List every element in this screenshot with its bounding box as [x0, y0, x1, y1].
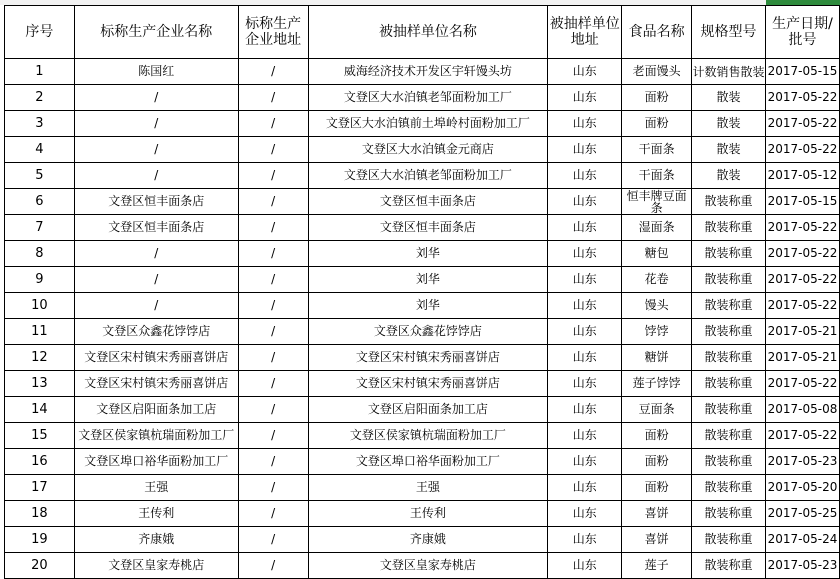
- table-row: [5, 475, 840, 501]
- cell-col-food-name[interactable]: 恒丰牌豆面条: [622, 189, 692, 215]
- table-row: [5, 163, 840, 189]
- cell-col-spec[interactable]: 散装称重: [692, 345, 766, 371]
- header-col-index[interactable]: 序号: [5, 6, 75, 59]
- table-row: [5, 137, 840, 163]
- table-row: [5, 449, 840, 475]
- cell-col-date-batch[interactable]: 2017-05-22: [765, 241, 839, 267]
- cell-col-sampled-unit-name[interactable]: 文登区恒丰面条店: [308, 189, 548, 215]
- cell-col-date-batch[interactable]: 2017-05-21: [765, 345, 839, 371]
- cell-col-sampled-unit-address[interactable]: 山东: [548, 371, 622, 397]
- table-row: [5, 501, 840, 527]
- cell-col-index[interactable]: 10: [5, 293, 75, 319]
- cell-col-sampled-unit-address[interactable]: 山东: [548, 163, 622, 189]
- cell-col-producer-name[interactable]: 文登区启阳面条加工店: [74, 397, 238, 423]
- cell-col-sampled-unit-address[interactable]: 山东: [548, 267, 622, 293]
- header-col-sampled-unit-address[interactable]: 被抽样单位地址: [548, 6, 622, 59]
- cell-col-producer-name[interactable]: /: [74, 111, 238, 137]
- cell-col-index[interactable]: 19: [5, 527, 75, 553]
- cell-col-index[interactable]: 1: [5, 59, 75, 85]
- cell-col-spec[interactable]: 散装称重: [692, 397, 766, 423]
- cell-col-index[interactable]: 18: [5, 501, 75, 527]
- cell-col-sampled-unit-name[interactable]: 刘华: [308, 267, 548, 293]
- cell-col-producer-address[interactable]: /: [238, 189, 308, 215]
- cell-col-sampled-unit-name[interactable]: 王强: [308, 475, 548, 501]
- cell-col-food-name[interactable]: 老面馒头: [622, 59, 692, 85]
- cell-col-index[interactable]: 8: [5, 241, 75, 267]
- cell-col-producer-name[interactable]: /: [74, 293, 238, 319]
- cell-col-sampled-unit-address[interactable]: 山东: [548, 345, 622, 371]
- cell-col-producer-name[interactable]: 王强: [74, 475, 238, 501]
- cell-col-producer-name[interactable]: 文登区恒丰面条店: [74, 215, 238, 241]
- cell-col-food-name[interactable]: 面粉: [622, 111, 692, 137]
- table-row: [5, 215, 840, 241]
- cell-col-date-batch[interactable]: 2017-05-22: [765, 85, 839, 111]
- cell-col-spec[interactable]: 散装称重: [692, 449, 766, 475]
- cell-col-producer-address[interactable]: /: [238, 553, 308, 579]
- cell-col-producer-address[interactable]: /: [238, 241, 308, 267]
- cell-col-index[interactable]: 9: [5, 267, 75, 293]
- cell-col-sampled-unit-address[interactable]: 山东: [548, 215, 622, 241]
- header-col-date-batch[interactable]: 生产日期/批号: [765, 6, 839, 59]
- cell-col-producer-name[interactable]: /: [74, 85, 238, 111]
- cell-col-spec[interactable]: 散装称重: [692, 267, 766, 293]
- cell-col-spec[interactable]: 散装称重: [692, 423, 766, 449]
- cell-col-sampled-unit-address[interactable]: 山东: [548, 501, 622, 527]
- cell-col-spec[interactable]: 散装称重: [692, 475, 766, 501]
- cell-col-sampled-unit-address[interactable]: 山东: [548, 85, 622, 111]
- cell-col-sampled-unit-address[interactable]: 山东: [548, 475, 622, 501]
- cell-col-producer-name[interactable]: /: [74, 137, 238, 163]
- cell-col-sampled-unit-name[interactable]: 文登区宋村镇宋秀丽喜饼店: [308, 345, 548, 371]
- cell-col-food-name[interactable]: 面粉: [622, 423, 692, 449]
- table-row: [5, 293, 840, 319]
- cell-col-sampled-unit-name[interactable]: 文登区侯家镇杭瑞面粉加工厂: [308, 423, 548, 449]
- cell-col-sampled-unit-name[interactable]: 文登区宋村镇宋秀丽喜饼店: [308, 371, 548, 397]
- cell-col-date-batch[interactable]: 2017-05-22: [765, 423, 839, 449]
- cell-col-spec[interactable]: 散装称重: [692, 189, 766, 215]
- cell-col-index[interactable]: 3: [5, 111, 75, 137]
- cell-col-producer-address[interactable]: /: [238, 85, 308, 111]
- cell-col-producer-address[interactable]: /: [238, 449, 308, 475]
- cell-col-producer-address[interactable]: /: [238, 215, 308, 241]
- cell-col-sampled-unit-address[interactable]: 山东: [548, 319, 622, 345]
- cell-col-producer-address[interactable]: /: [238, 267, 308, 293]
- table-row: [5, 319, 840, 345]
- cell-col-spec[interactable]: 散装称重: [692, 371, 766, 397]
- sampling-table: [4, 5, 840, 579]
- cell-col-producer-name[interactable]: /: [74, 241, 238, 267]
- cell-col-producer-address[interactable]: /: [238, 59, 308, 85]
- header-col-spec[interactable]: 规格型号: [692, 6, 766, 59]
- cell-col-food-name[interactable]: 湿面条: [622, 215, 692, 241]
- table-row: [5, 345, 840, 371]
- table-row: [5, 189, 840, 215]
- table-row: [5, 85, 840, 111]
- table-row: [5, 527, 840, 553]
- cell-col-producer-name[interactable]: 文登区宋村镇宋秀丽喜饼店: [74, 345, 238, 371]
- cell-col-date-batch[interactable]: 2017-05-25: [765, 501, 839, 527]
- cell-col-index[interactable]: 14: [5, 397, 75, 423]
- cell-col-index[interactable]: 11: [5, 319, 75, 345]
- cell-col-date-batch[interactable]: 2017-05-22: [765, 371, 839, 397]
- cell-col-sampled-unit-name[interactable]: 文登区启阳面条加工店: [308, 397, 548, 423]
- cell-col-sampled-unit-address[interactable]: 山东: [548, 449, 622, 475]
- cell-col-sampled-unit-name[interactable]: 文登区众鑫花饽饽店: [308, 319, 548, 345]
- cell-col-producer-name[interactable]: /: [74, 163, 238, 189]
- cell-col-spec[interactable]: 散装: [692, 137, 766, 163]
- cell-col-producer-name[interactable]: 文登区埠口裕华面粉加工厂: [74, 449, 238, 475]
- cell-col-producer-address[interactable]: /: [238, 111, 308, 137]
- cell-col-index[interactable]: 20: [5, 553, 75, 579]
- cell-col-producer-name[interactable]: /: [74, 267, 238, 293]
- cell-col-producer-address[interactable]: /: [238, 397, 308, 423]
- cell-col-food-name[interactable]: 干面条: [622, 137, 692, 163]
- cell-col-spec[interactable]: 散装称重: [692, 241, 766, 267]
- cell-col-sampled-unit-address[interactable]: 山东: [548, 527, 622, 553]
- cell-col-sampled-unit-name[interactable]: 刘华: [308, 293, 548, 319]
- cell-col-producer-address[interactable]: /: [238, 293, 308, 319]
- cell-col-index[interactable]: 7: [5, 215, 75, 241]
- cell-col-food-name[interactable]: 糖饼: [622, 345, 692, 371]
- cell-col-food-name[interactable]: 莲子: [622, 553, 692, 579]
- cell-col-date-batch[interactable]: 2017-05-22: [765, 293, 839, 319]
- cell-col-index[interactable]: 5: [5, 163, 75, 189]
- table-row: [5, 423, 840, 449]
- cell-col-producer-name[interactable]: 文登区众鑫花饽饽店: [74, 319, 238, 345]
- cell-col-index[interactable]: 15: [5, 423, 75, 449]
- table-row: [5, 241, 840, 267]
- cell-col-sampled-unit-name[interactable]: 文登区大水泊镇老邹面粉加工厂: [308, 85, 548, 111]
- cell-col-producer-name[interactable]: 王传利: [74, 501, 238, 527]
- cell-col-producer-name[interactable]: 文登区恒丰面条店: [74, 189, 238, 215]
- cell-col-producer-address[interactable]: /: [238, 319, 308, 345]
- cell-col-sampled-unit-address[interactable]: 山东: [548, 293, 622, 319]
- cell-col-sampled-unit-address[interactable]: 山东: [548, 59, 622, 85]
- cell-col-date-batch[interactable]: 2017-05-15: [765, 59, 839, 85]
- cell-col-spec[interactable]: 散装称重: [692, 527, 766, 553]
- cell-col-producer-address[interactable]: /: [238, 371, 308, 397]
- cell-col-sampled-unit-address[interactable]: 山东: [548, 423, 622, 449]
- cell-col-food-name[interactable]: 喜饼: [622, 527, 692, 553]
- table-row: [5, 397, 840, 423]
- cell-col-sampled-unit-name[interactable]: 文登区恒丰面条店: [308, 215, 548, 241]
- cell-col-sampled-unit-address[interactable]: 山东: [548, 241, 622, 267]
- cell-col-sampled-unit-name[interactable]: 文登区大水泊镇老邹面粉加工厂: [308, 163, 548, 189]
- cell-col-producer-name[interactable]: 文登区侯家镇杭瑞面粉加工厂: [74, 423, 238, 449]
- cell-col-sampled-unit-address[interactable]: 山东: [548, 189, 622, 215]
- cell-col-index[interactable]: 16: [5, 449, 75, 475]
- cell-col-sampled-unit-name[interactable]: 文登区皇家寿桃店: [308, 553, 548, 579]
- cell-col-food-name[interactable]: 喜饼: [622, 501, 692, 527]
- header-row: [5, 6, 840, 59]
- cell-col-sampled-unit-address[interactable]: 山东: [548, 137, 622, 163]
- cell-col-food-name[interactable]: 花卷: [622, 267, 692, 293]
- cell-col-spec[interactable]: 散装称重: [692, 553, 766, 579]
- cell-col-date-batch[interactable]: 2017-05-21: [765, 319, 839, 345]
- cell-col-food-name[interactable]: 干面条: [622, 163, 692, 189]
- cell-col-producer-address[interactable]: /: [238, 423, 308, 449]
- cell-col-spec[interactable]: 计数销售散装: [692, 59, 766, 85]
- cell-col-spec[interactable]: 散装称重: [692, 215, 766, 241]
- cell-col-food-name[interactable]: 莲子饽饽: [622, 371, 692, 397]
- cell-col-producer-address[interactable]: /: [238, 345, 308, 371]
- cell-col-sampled-unit-name[interactable]: 文登区埠口裕华面粉加工厂: [308, 449, 548, 475]
- table-row: [5, 59, 840, 85]
- cell-col-food-name[interactable]: 馒头: [622, 293, 692, 319]
- cell-col-producer-address[interactable]: /: [238, 163, 308, 189]
- table-row: [5, 553, 840, 579]
- cell-col-date-batch[interactable]: 2017-05-15: [765, 189, 839, 215]
- cell-col-date-batch[interactable]: 2017-05-23: [765, 553, 839, 579]
- cell-col-date-batch[interactable]: 2017-05-22: [765, 215, 839, 241]
- header-col-producer-name[interactable]: 标称生产企业名称: [74, 6, 238, 59]
- cell-col-food-name[interactable]: 面粉: [622, 475, 692, 501]
- table-row: [5, 267, 840, 293]
- cell-col-food-name[interactable]: 面粉: [622, 449, 692, 475]
- cell-col-producer-address[interactable]: /: [238, 475, 308, 501]
- cell-col-date-batch[interactable]: 2017-05-23: [765, 449, 839, 475]
- cell-col-date-batch[interactable]: 2017-05-24: [765, 527, 839, 553]
- table-row: [5, 371, 840, 397]
- cell-col-sampled-unit-name[interactable]: 齐康娥: [308, 527, 548, 553]
- cell-col-spec[interactable]: 散装: [692, 163, 766, 189]
- cell-col-index[interactable]: 17: [5, 475, 75, 501]
- cell-col-sampled-unit-name[interactable]: 文登区大水泊镇前土埠岭村面粉加工厂: [308, 111, 548, 137]
- cell-col-date-batch[interactable]: 2017-05-20: [765, 475, 839, 501]
- cell-col-index[interactable]: 4: [5, 137, 75, 163]
- cell-col-sampled-unit-name[interactable]: 刘华: [308, 241, 548, 267]
- cell-col-date-batch[interactable]: 2017-05-22: [765, 137, 839, 163]
- cell-col-index[interactable]: 13: [5, 371, 75, 397]
- cell-col-spec[interactable]: 散装称重: [692, 293, 766, 319]
- cell-col-spec[interactable]: 散装: [692, 111, 766, 137]
- cell-col-date-batch[interactable]: 2017-05-08: [765, 397, 839, 423]
- cell-col-sampled-unit-address[interactable]: 山东: [548, 553, 622, 579]
- cell-col-sampled-unit-name[interactable]: 王传利: [308, 501, 548, 527]
- cell-col-sampled-unit-name[interactable]: 威海经济技术开发区宇轩馒头坊: [308, 59, 548, 85]
- cell-col-date-batch[interactable]: 2017-05-12: [765, 163, 839, 189]
- cell-col-date-batch[interactable]: 2017-05-22: [765, 267, 839, 293]
- cell-col-index[interactable]: 2: [5, 85, 75, 111]
- cell-col-sampled-unit-name[interactable]: 文登区大水泊镇金元商店: [308, 137, 548, 163]
- cell-col-producer-address[interactable]: /: [238, 527, 308, 553]
- cell-col-food-name[interactable]: 面粉: [622, 85, 692, 111]
- header-col-producer-address[interactable]: 标称生产企业地址: [238, 6, 308, 59]
- cell-col-producer-name[interactable]: 文登区宋村镇宋秀丽喜饼店: [74, 371, 238, 397]
- cell-col-spec[interactable]: 散装称重: [692, 501, 766, 527]
- cell-col-food-name[interactable]: 糖包: [622, 241, 692, 267]
- header-col-sampled-unit-name[interactable]: 被抽样单位名称: [308, 6, 548, 59]
- header-col-food-name[interactable]: 食品名称: [622, 6, 692, 59]
- cell-col-producer-name[interactable]: 齐康娥: [74, 527, 238, 553]
- cell-col-food-name[interactable]: 豆面条: [622, 397, 692, 423]
- cell-col-producer-address[interactable]: /: [238, 137, 308, 163]
- cell-col-date-batch[interactable]: 2017-05-22: [765, 111, 839, 137]
- cell-col-producer-name[interactable]: 陈国红: [74, 59, 238, 85]
- table-row: [5, 111, 840, 137]
- cell-col-index[interactable]: 6: [5, 189, 75, 215]
- cell-col-spec[interactable]: 散装: [692, 85, 766, 111]
- cell-col-producer-name[interactable]: 文登区皇家寿桃店: [74, 553, 238, 579]
- cell-col-index[interactable]: 12: [5, 345, 75, 371]
- cell-col-sampled-unit-address[interactable]: 山东: [548, 397, 622, 423]
- cell-col-producer-address[interactable]: /: [238, 501, 308, 527]
- cell-col-food-name[interactable]: 饽饽: [622, 319, 692, 345]
- cell-col-sampled-unit-address[interactable]: 山东: [548, 111, 622, 137]
- cell-col-spec[interactable]: 散装称重: [692, 319, 766, 345]
